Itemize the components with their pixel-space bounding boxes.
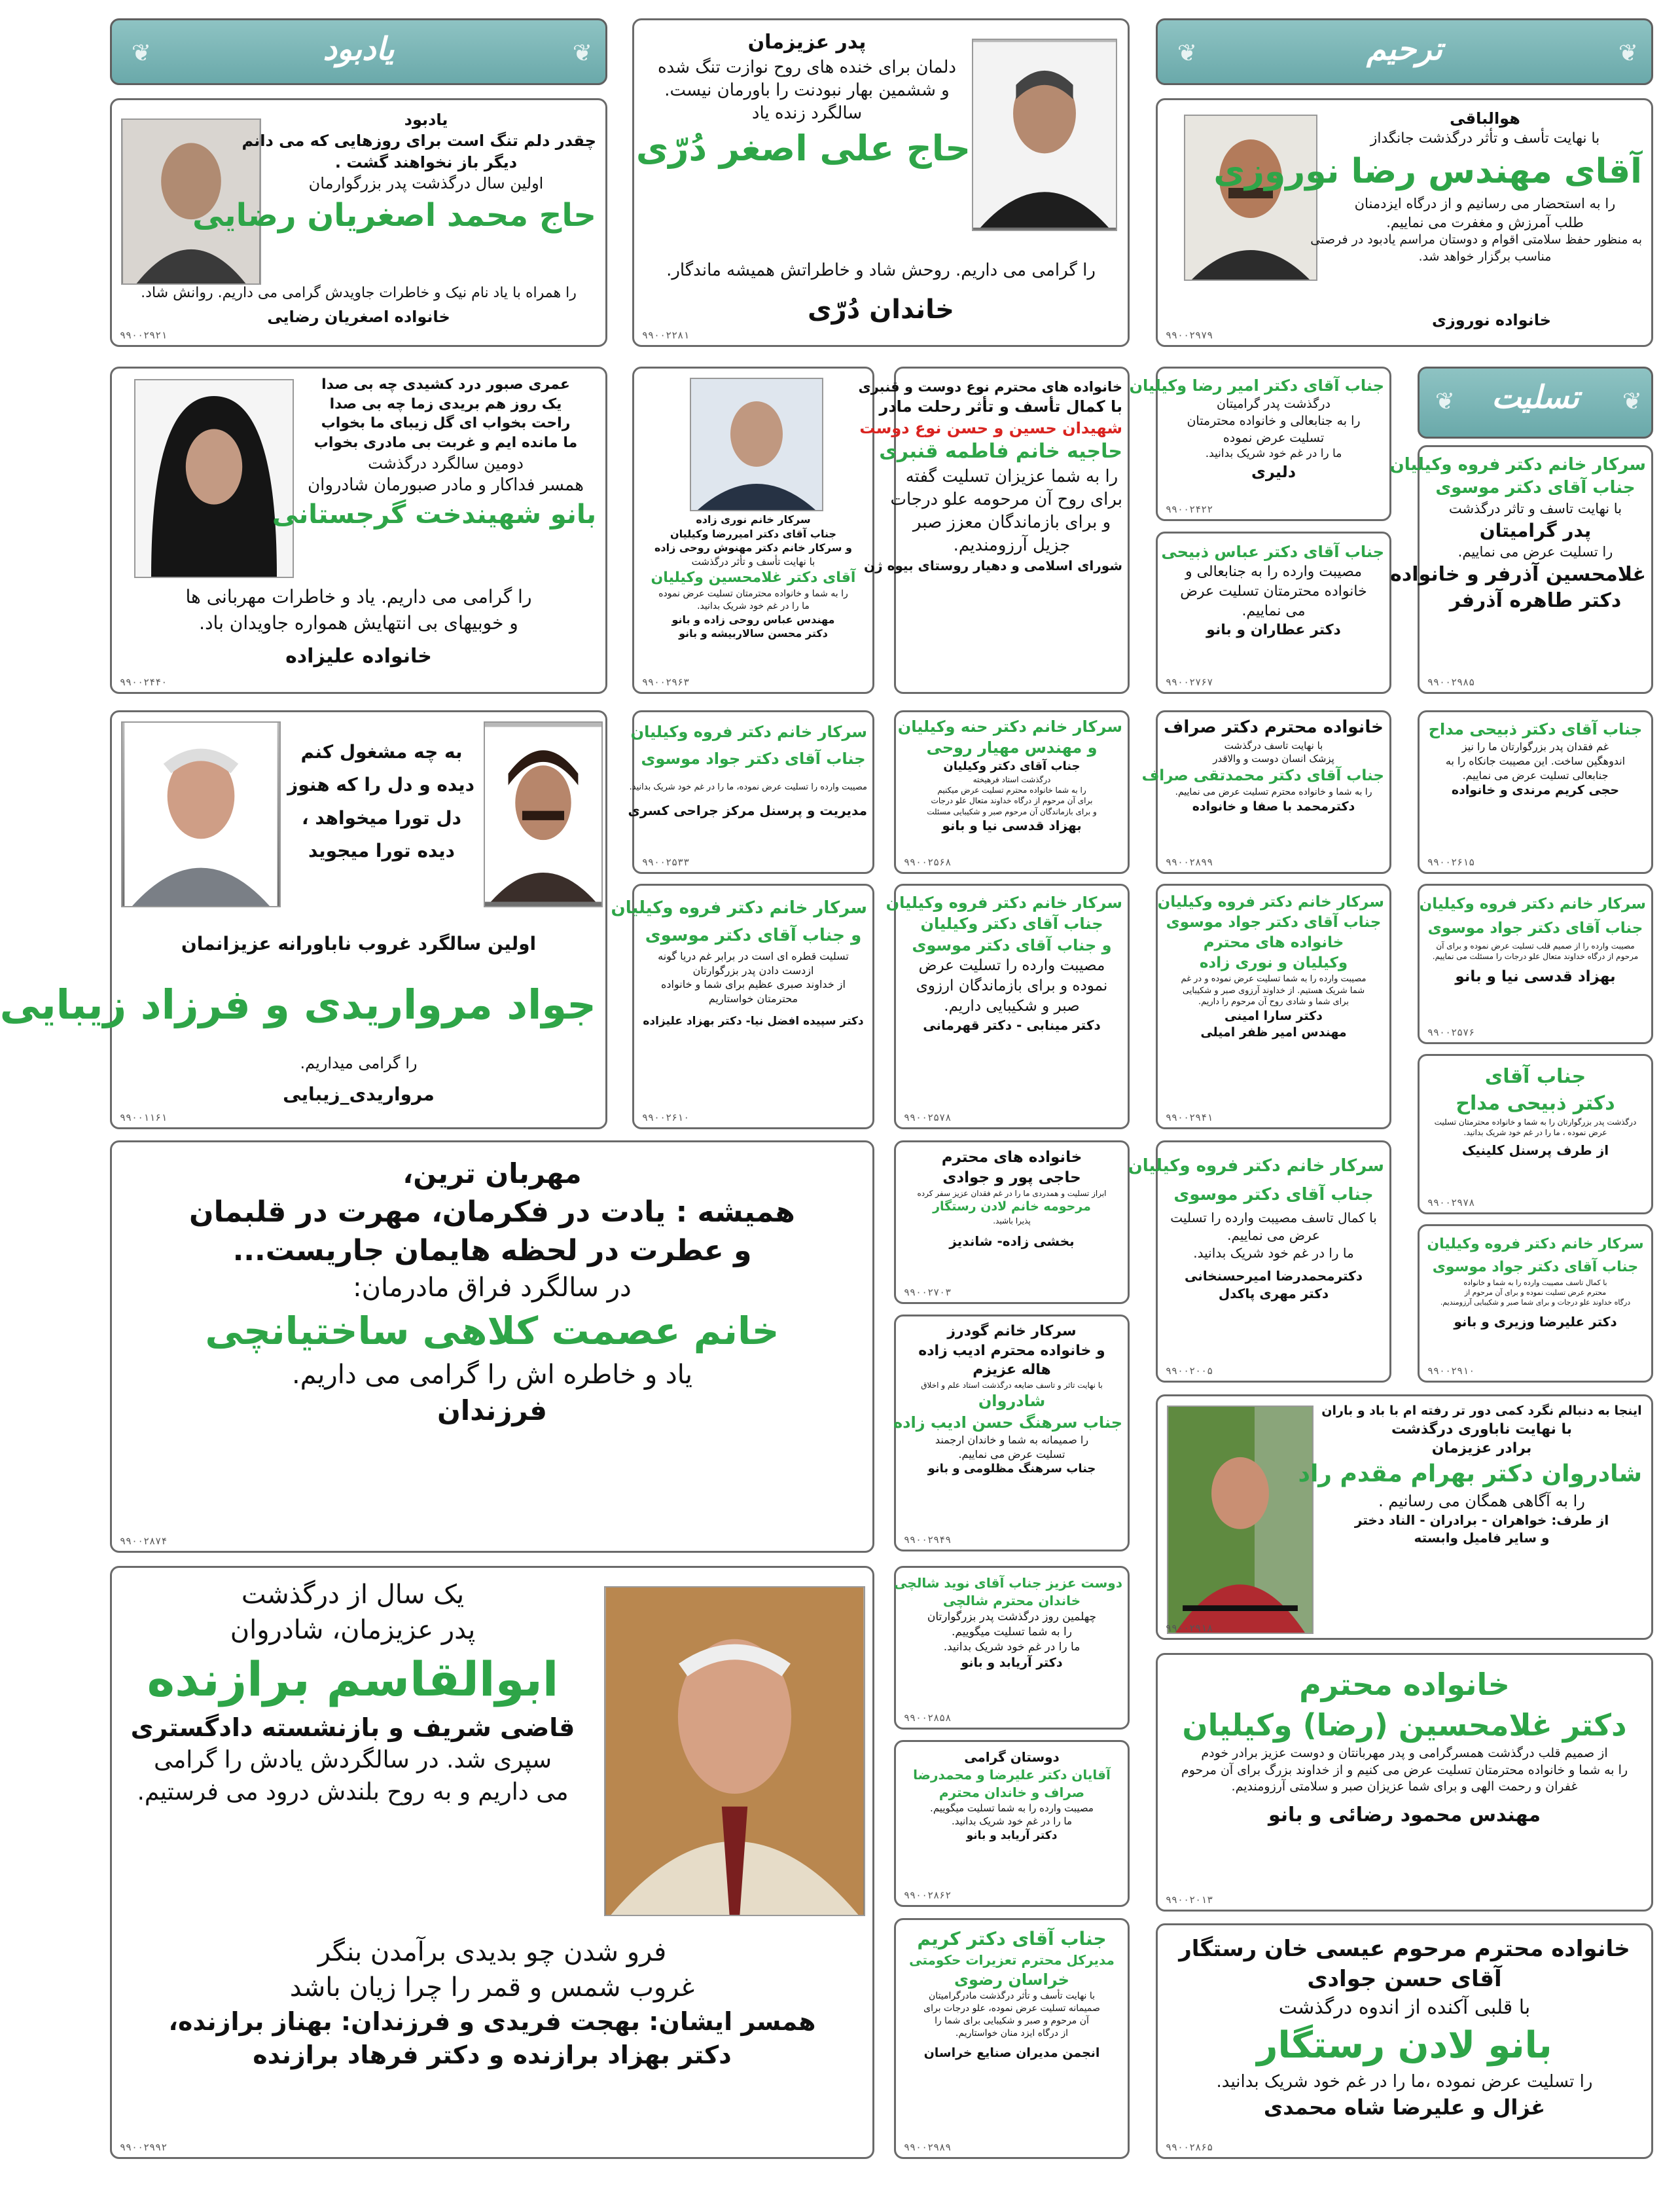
ornament-icon: ❦ [1618,40,1638,67]
ad-a19 [1418,1054,1653,1214]
subtitle: قاضی شریف و بازنشسته دادگستری [130,1713,575,1743]
text-line: آن مرحوم و صبر و شکیبایی برای شما را [935,2015,1089,2026]
subtitle: اولین سالگرد غروب ناباورانه عزیزانمان [181,933,537,954]
text-line: نموده و برای بازماندگان ارزوی [916,977,1108,995]
title: و خانواده محترم ادیب زاده [918,1342,1105,1359]
text-line: به چه مشغول کنم [300,741,463,763]
ad-a16 [885,884,1130,1129]
signature: مدیریت و پرسنل مرکز جراحی کسری [628,803,867,819]
text-line: با نهایت تأسف و تأثر درگذشت جانگداز [1370,130,1600,147]
text-line: پزشک انسان دوست و والاقدر [1213,753,1334,765]
ad-code: ۹۹۰۰۲۹۴۱ [1166,1112,1213,1123]
signature: جناب سرهنگ مظلومی و بانو [927,1462,1096,1476]
addressee-name: دوست عزیز جناب آقای نوید شالچی [894,1575,1122,1591]
signature: دکتر مینابی - دکتر قهرمانی [923,1017,1101,1034]
text-line: دیگر باز نخواهند گشت . [334,153,518,172]
addressee-name: سرکار خانم دکتر فروه وکیلیان [1427,1236,1644,1252]
text-line: چهلمین روز درگذشت پدر بزرگوارتان [927,1610,1097,1624]
signature: بخشی زاده- شاندیز [949,1233,1075,1250]
deceased-name: ابوالقاسم برازنده [147,1652,559,1707]
ad-code: ۹۹۰۰۲۹۲۱ [120,329,168,341]
ad-a9 [1389,445,1653,694]
signature: انجمن مدیران صنایع خراسان [923,2045,1100,2060]
message-text: مصیبت وارده را تسلیت عرض نموده، ما را در غم خود شریک بدانید. [629,782,867,792]
text-line: خانواده محترمتان تسلیت عرض [1180,583,1367,600]
addressee-name: سرکار خانم دکتر حنه وکیلیان [897,717,1122,736]
signature: خانواده علیزاده [285,645,432,668]
title: هاله عزیزم [973,1362,1051,1379]
ad-a23 [1418,1224,1653,1383]
photo [134,379,294,578]
addressee-name: جناب آقای دکتر امیر رضا وکیلیان [1129,376,1384,395]
deceased-name: حاجیه خانم فاطمه قنبری [879,440,1122,463]
ad-a27 [894,1566,1130,1730]
text-line: یک روز هم بریدی زما چه بی صدا [329,395,562,412]
text-line: تسلیت قطره ای است در برابر غم دریا گونه [658,950,849,963]
text-line: عرض می نماییم. [1227,1227,1320,1244]
addressee-name: وکیلیان و نوری زاده [1199,954,1348,972]
text-line: با نهایت ناباوری درگذشت [1391,1421,1573,1438]
title: خانواده محترم دکتر صراف [1164,717,1384,737]
ad-code: ۹۹۰۰۲۹۶۳ [642,676,690,688]
message-text: را گرامی می داریم. روحش شاد و خاطراتش همیشه ماندگار. [666,261,1096,280]
text-line: سالگرد زنده یاد [751,103,863,123]
ad-a2 [632,18,1130,347]
addressee-name: جناب آقای دکتر جواد موسوی [1432,1259,1639,1276]
addressee-name: مدیرکل محترم تعزیرات حکومتی [909,1951,1115,1968]
message-text: را به شما و خانواده محترم تسلیت عرض می نماییم. [1175,786,1372,797]
signature: فرزندان [437,1394,548,1426]
ad-a4 [110,367,607,694]
text-line: اینجا به دنبالم نگرد کمی دور تر رفته ام با باد و باران [1321,1404,1642,1418]
text-line: با قلبی آکنده از اندوه درگذشت [1278,1995,1531,2019]
text-line: دل تورا میخواهد ، [301,807,461,829]
text-line: عرض نموده ، ما را در غم خود شریک بدانید. [1463,1128,1607,1138]
poem-line: فرو شدن چو بدیدی برآمدن بنگر [317,1937,667,1967]
ornament-icon: ❦ [131,40,151,67]
text-line: غم فقدان پدر بزرگوارتان ما را نیز [1461,740,1609,753]
ad-code: ۹۹۰۰۲۴۲۲ [1166,503,1213,515]
signature: دلیری [1251,463,1296,482]
text-line: ما را در غم خود شریک بدانید. [1205,447,1342,461]
highlight-text: شهیدان حسین و حسن نوع دوست [859,418,1122,437]
ad-code: ۹۹۰۰۲۹۸۹ [904,2141,952,2153]
signature: مهندس محمود رضائی و بانو [1268,1804,1541,1827]
text-line: مصیبت وارده را به جنابعالی و [1185,564,1363,581]
title: حاجی پور و جوادی [942,1169,1081,1187]
text-line: هوالباقی [1450,109,1520,128]
text-line: دیده تورا میجوید [308,840,456,862]
text-line: را به شما و خانواده محترمتان تسلیت عرض نموده [658,588,848,599]
text-line: راحت بخواب ای گل زیبای ما بخواب [321,415,571,432]
ad-a30 [894,1918,1130,2159]
ad-code: ۹۹۰۰۲۸۹۹ [1166,856,1213,868]
ad-a15 [611,884,874,1129]
subtitle: در سالگرد فراق مادرمان: [353,1273,632,1303]
addressee-name: جناب آقای [1484,1065,1586,1088]
signature: بهزاد قدسی نیا و بانو [942,817,1082,833]
text-line: مرحوم از درگاه خداوند متعال علو درجات را مسئلت می نماییم. [1432,951,1639,961]
text-line: محترمتان خواستاریم [708,992,798,1005]
ad-code: ۹۹۰۰۱۱۶۱ [120,1112,168,1123]
text-line: می داریم و به روح بلندش درود می فرستیم. [137,1779,569,1806]
banner-title: یادبود [323,31,395,67]
title: دوستان گرامی [964,1749,1060,1765]
signature: حجی کریم مرندی و خانواده [1451,783,1620,798]
ad-code: ۹۹۰۰۲۵۷۸ [904,1112,952,1123]
signature: دکتر آریابد و بانو [961,1655,1063,1670]
text-line: شما شریک هستیم. از خداوند آرزوی صبر و شکیبایی [1182,985,1365,996]
text-line: صمیمانه تسلیت عرض نموده، علو درجات برای [923,2003,1100,2014]
text-line: مصیبت وارده را از صمیم قلب تسلیت عرض نموده و برای آن [1436,941,1635,951]
addressee-name: خراسان رضوی [954,1970,1069,1989]
banner-yadbood [110,18,607,85]
ad-code: ۹۹۰۰۲۶۱۵ [1427,856,1475,868]
ad-a1 [110,98,607,347]
deceased-name: حاج محمد اصغریان رضایی [192,196,596,234]
ornament-icon: ❦ [1435,388,1455,415]
text-line: را به شما و خانواده محترمتان تسلیت عرض می کنیم و از خداوند بزرگ برای آن مرحوم [1181,1762,1628,1777]
title: پدر عزیزمان [747,31,867,54]
ad-a5 [632,367,874,694]
text-line: جنابعالی تسلیت عرض می نماییم. [1462,769,1609,782]
ad-a31 [1156,1923,1653,2159]
photo [690,378,823,511]
signature: غزال و علیرضا شاه محمدی [1263,2094,1546,2120]
ad-code: ۹۹۰۰۲۸۷۴ [120,1535,168,1547]
text-line: یک سال از درگذشت [241,1580,465,1610]
addressee-name: جناب آقای دکتر جواد موسوی [641,749,866,768]
text-line: ازدست دادن پدر بزرگوارتان [692,964,814,977]
text-line: چقدر دلم تنگ است برای روزهایی که می دانم [241,132,596,151]
text-line: و برای بازماندگان معزز صبر [912,512,1111,532]
text-line: دلمان برای خنده های روح نوازت تنگ شده [658,57,956,77]
text-line: طلب آمرزش و مغفرت می نماییم. [1386,214,1584,230]
signature: دکترمحمدرضا امیرحسنخانی [1184,1268,1363,1284]
text-line: اولین سال درگذشت پدر بزرگوارمان [308,174,544,193]
deceased-name: شادروان دکتر بهرام مقدم راد [1298,1460,1642,1488]
text-line: از درگاه ایزد منان خواستاریم. [955,2027,1069,2039]
addressee-name: جناب آقای دکتر عباس ذبیحی [1161,543,1384,561]
addressee-name: سرکار خانم دکتر فروه وکیلیان [1389,455,1646,475]
deceased-name: جواد مرواریدی و فرزاد زیبایی [0,981,596,1028]
text-line: درگذشت استاد فرهیخته [973,775,1051,785]
text-line: یادبود [404,111,448,129]
signature: خاندان دُرّی [808,295,954,325]
ad-code: ۹۹۰۰۲۵۳۳ [642,856,690,868]
ad-code: ۹۹۰۰۲۸۶۲ [904,1889,952,1901]
signature: دکتر مهری پاکدل [1218,1286,1329,1302]
addressee-name: سرکار خانم دکتر فروه وکیلیان [1157,894,1384,911]
text-line: با نهایت تأسف و تأثر درگذشت مادرگرامیتان [928,1991,1096,2002]
ad-code: ۹۹۰۰۲۰۱۳ [1166,1894,1213,1906]
text-line: و ششمین بهار نبودنت را باورمان نیست. [664,80,950,100]
title: خانواده های محترم [941,1149,1082,1166]
text-line: درگاه خداوند علو درجات و برای شما صبر و شکیبایی آرزومندیم. [1440,1298,1631,1307]
ad-a11 [628,710,874,874]
text-line: سپری شد. در سالگردش یادش را گرامی [153,1747,552,1774]
text-line: اندوهگین ساخت. این مصیبت جانکاه را به [1445,754,1626,767]
banner-tarhim [1156,18,1653,85]
photo [121,721,281,907]
signature: از طرف پرسنل کلینیک [1461,1142,1609,1159]
text-line: همیشه : یادت در فکرمان، مهرت در قلبمان [189,1195,795,1229]
photo [1184,115,1317,281]
text-line: دیده و دل را که هنوز [287,774,474,796]
ad-code: ۹۹۰۰۲۹۹۲ [120,2141,168,2153]
text-line: درگذشت پدر گرامیتان [1217,397,1331,412]
text-line: دومین سالگرد درگذشت [368,454,524,473]
text-line: محترم عرض تسلیت نموده و برای آن مرحوم از [1464,1288,1607,1297]
text-line: با کمال تاسف مصیبت وارده را تسلیت [1170,1210,1377,1226]
text-line: را به استحضار می رسانیم و از درگاه ایزدمنان [1354,196,1616,212]
ad-code: ۹۹۰۰۲۹۴۹ [904,1534,952,1546]
text-line: مصیبت وارده را به شما تسلیت عرض نموده و در غم [1181,974,1367,985]
ad-code: ۹۹۰۰۲۰۰۵ [1166,1365,1213,1377]
text-line: عمری صبور درد کشیدی چه بی صدا [321,376,570,393]
deceased-name: بانو شهیندخت گرجستانی [272,499,596,530]
text-line: خانواده های محترم نوع دوست و قنبری [858,379,1122,395]
ad-code: ۹۹۰۰۲۹۸۵ [1427,676,1475,688]
text-line: سرکار خانم نوری زاده [696,513,811,526]
signature: مهندس امیر ظفر امیلی [1200,1025,1347,1040]
signature: از طرف: خواهران - برادران - الناد دختر [1354,1512,1609,1528]
message-text: یاد و خاطره اش را گرامی می داریم. [291,1359,693,1390]
addressee-name: صراف و خاندان محترم [938,1785,1085,1800]
photo [484,721,603,907]
deceased-name: جناب آقای دکتر محمدتقی صراف [1141,767,1384,784]
ad-code: ۹۹۰۰۲۷۶۷ [1166,676,1213,688]
ad-a3 [1156,98,1653,347]
text-line: تسلیت عرض می نماییم. [958,1447,1065,1460]
text-line: همسر فداکار و مادر صبورمان شادروان [308,475,584,496]
ad-code: ۹۹۰۰۲۵۷۶ [1427,1026,1475,1038]
addressee-name: دکتر ذبیحی مداح [1456,1091,1615,1115]
text-line: را تسلیت عرض می نماییم. [1457,544,1613,560]
photo [1167,1406,1314,1634]
deceased-name: خانم عصمت کلاهی ساختیانچی [205,1309,779,1354]
deceased-name: حاج علی اصغر دُرّی [635,127,971,169]
text-line: درگذشت پدر بزرگوارتان را به شما و خانواده محترمتان تسلیت [1434,1117,1637,1127]
addressee-name: خاندان محترم شالچی [942,1593,1081,1608]
signature: خانواده نوروزی [1431,311,1552,329]
ad-code: ۹۹۰۰۲۸۵۸ [904,1712,952,1724]
ad-a26 [110,1566,874,2159]
ornament-icon: ❦ [1177,40,1197,67]
text-line: مناسب برگزار خواهد شد. [1418,249,1552,264]
ad-a28 [1156,1653,1653,1912]
ornament-icon: ❦ [1622,388,1642,415]
ad-code: ۹۹۰۰۲۸۶۵ [1166,2141,1213,2153]
signature: دکتر علیرضا وزیری و بانو [1454,1313,1617,1330]
ad-code: ۹۹۰۰۲۹۱۰ [1427,1365,1475,1377]
text-line: جزیل آرزومندیم. [953,535,1071,555]
addressee-name: و مهندس مهیار روحی [926,738,1098,757]
addressee-name: و جناب آقای دکتر موسوی [645,925,862,945]
text-line: با کمال تاسف مصیبت وارده را به شما و خانواده [1463,1279,1607,1288]
signature: شورای اسلامی و دهیار روستای بیوه ژن [864,558,1122,573]
banner-title: ترحیم [1367,31,1442,67]
text-line: و برای بازماندگان آن مرحوم صبر و شکیبایی مسئلت [927,807,1097,816]
text-line: صبر و شکیبایی داریم. [944,998,1080,1015]
addressee-name: جناب آقای دکتر جواد موسوی [1427,919,1643,937]
ad-a17 [1156,884,1391,1129]
signature: مهندس عباس روحی زاده و بانو [671,613,835,626]
text-line: ما را در غم خود شریک بدانید. [1193,1245,1354,1261]
addressee-name: جناب آقای دکتر موسوی [1173,1185,1374,1205]
text-line: مصیبت وارده را تسلیت عرض [918,957,1105,975]
addressee-name: جناب آقای دکتر کریم [917,1928,1107,1950]
ad-code: ۹۹۰۰۲۹۷۸ [1427,1197,1475,1208]
message-text: را به آگاهی همگان می رسانیم . [1378,1491,1585,1510]
text-line: برادر عزیزمان [1431,1440,1532,1457]
text-line: به منظور حفظ سلامتی اقوام و دوستان مراسم یادبود در فرصتی [1310,232,1642,247]
text-line: جناب آقای دکتر امیررضا وکیلیان [670,527,837,540]
message-text: ابراز تسلیت و همدردی ما را در غم فقدان عزیز سفر کرده [917,1189,1107,1199]
ad-code: ۹۹۰۰۲۹۱۸ [1166,1622,1213,1634]
signature: همسر ایشان: بهجت فریدی و فرزندان: بهناز برازنده، [168,2007,816,2036]
ad-a8 [1156,532,1391,694]
addressee-name: سرکار خانم دکتر فروه وکیلیان [1128,1156,1384,1176]
text-line: و سرکار خانم دکتر مهنوش روحی زاده [654,541,852,554]
addressee-name: سرکار خانم دکتر فروه وکیلیان [1419,896,1646,913]
addressee-name: سرکار خانم دکتر فروه وکیلیان [611,898,867,918]
text-line: با نهایت تاسف و تاثر درگذشت [1448,501,1622,517]
text-line: را صمیمانه به شما و خاندان ارجمند [935,1434,1089,1447]
ad-a12 [894,710,1130,874]
text-line: با نهایت تاسف درگذشت [1224,740,1323,752]
deceased-name: شادروان [978,1392,1046,1411]
text-line: مصیبت وارده را به شما تسلیت میگوییم. [930,1802,1094,1814]
text-line: ما را در غم خود شریک بدانید. [697,600,810,611]
text-line: برای شما و شادی روح آن مرحوم را داریم. [1198,997,1349,1007]
text-line: تسلیت عرض نموده [1223,430,1325,445]
ad-a10 [0,710,607,1129]
addressee-name: و جناب آقای دکتر موسوی [912,935,1112,954]
deceased-name: آقای دکتر غلامحسین وکیلیان [651,570,856,587]
ad-a25 [1156,1394,1653,1640]
deceased-name: آقای مهندس رضا نوروزی [1213,152,1642,192]
text-line: جناب آقای دکتر وکیلیان [943,759,1081,773]
addressee-name: سرکار خانم دکتر فروه وکیلیان [630,723,867,741]
text-line: و عطرت در لحظه هایمان جاریست... [232,1234,752,1268]
signature: دکتر عطاران و بانو [1206,622,1341,639]
text-line: مهربان ترین، [402,1157,582,1189]
title: دکتر غلامحسین (رضا) وکیلیان [1182,1707,1627,1743]
signature: مرواریدی_زیبایی [283,1083,435,1105]
addressee-name: آقایان دکتر علیرضا و محمدرضا [913,1767,1111,1783]
ad-a14 [1418,710,1653,874]
text-line: با کمال تأسف و تأثر رحلت مادر [879,397,1122,416]
ad-a6 [858,367,1130,694]
ad-a29 [894,1740,1130,1907]
ad-code: ۹۹۰۰۲۷۰۳ [904,1286,952,1298]
photo [972,39,1117,231]
text-line: می نماییم. [1242,602,1306,619]
deceased-name: مرحومه خانم لادن رستگار [933,1199,1091,1214]
banner-tasliat [1418,367,1653,439]
ad-code: ۹۹۰۰۲۶۱۰ [642,1112,690,1123]
text-line: آقای حسن جوادی [1307,1965,1502,1992]
text-line: با نهایت تاثر و تاسف ضایعه درگذشت استاد علم و اخلاق [921,1381,1103,1390]
addressee-name: خانواده های محترم [1203,934,1344,952]
text-line: را به جنابعالی و خانواده محترمتان [1187,414,1361,429]
banner-title: تسلیت [1492,379,1579,416]
text-line: برای روح آن مرحومه علو درجات [890,489,1122,509]
text-line: را به شما عزیزان تسلیت گفته [905,466,1118,486]
addressee-name: جناب آقای دکتر موسوی [1435,478,1635,498]
text-line: پدر عزیزمان، شادروان [230,1615,476,1645]
text-line: و خوبیهای بی انتهایش همواره جاویدان باد. [199,612,518,634]
signature: دکتر سارا امینی [1224,1008,1323,1023]
ad-a18 [1418,884,1653,1044]
signature: دکتر سپیده افضل نیا- دکتر بهزاد علیزاده [643,1014,864,1028]
signature: دکترمحمد با صفا و خانواده [1192,799,1355,814]
signature: دکتر طاهره آذرفر [1449,589,1622,613]
ad-a7 [1129,367,1391,521]
ad-a13 [1141,710,1391,874]
ad-code: ۹۹۰۰۲۲۸۱ [642,329,690,341]
poem-line: غروب شمس و قمر را چرا زیان باشد [289,1972,695,2003]
photo [604,1586,865,1916]
text-line: پدر گرامیتان [1479,519,1592,541]
signature: بهزاد قدسی نیا و بانو [1455,968,1616,985]
addressee-name: سرکار خانم دکتر فروه وکیلیان [885,894,1122,912]
ad-a21 [894,1140,1130,1304]
text-line: با نهایت تأسف و تأثر درگذشت [691,555,815,568]
signature: غلامحسین آذرفر و خانواده [1390,562,1646,586]
text-line: ما مانده ایم و غربت بی مادری بخواب [313,435,578,452]
text-line: برای آن مرحوم از درگاه خداوند متعال علو درجات [931,796,1093,806]
signature: خانواده اصغریان رضایی [267,308,450,326]
ad-a22 [1128,1140,1391,1383]
ad-code: ۹۹۰۰۲۹۷۹ [1166,329,1213,341]
addressee-name: جناب آقای دکتر جواد موسوی [1166,914,1382,932]
text-line: خانواده محترم مرحوم عیسی خان رستگار [1179,1936,1630,1962]
addressee-name: جناب آقای دکتر ذبیحی مداح [1428,720,1643,738]
signature: دکتر محسن سالاربیشه و بانو [679,627,828,640]
ad-code: ۹۹۰۰۲۴۴۰ [120,676,168,688]
ornament-icon: ❦ [572,40,592,67]
text-line: از صمیم قلب درگذشت همسرگرامی و پدر مهربانتان و دوست عزیز برادر خودم [1201,1746,1608,1761]
ad-a20 [110,1140,874,1553]
ad-code: ۹۹۰۰۲۵۶۸ [904,856,952,868]
text-line: را به شما خانواده محترم تسلیت عرض میکنیم [937,786,1086,795]
addressee-name: جناب آقای دکتر وکیلیان [920,915,1103,934]
message-text: را تسلیت عرض نموده ،ما را در غم خود شریک بدانید. [1216,2071,1593,2092]
ad-a24 [894,1315,1130,1551]
text-line: ما را در غم خود شریک بدانید. [943,1640,1081,1654]
text-line: ما را در غم خود شریک بدانید. [951,1815,1073,1828]
deceased-name: بانو لادن رستگار [1257,2024,1552,2067]
signature: و سایر فامیل وابسته [1414,1530,1550,1546]
message-text: را گرامی میداریم. [300,1054,418,1072]
signature: دکتر بهزاد برازنده و دکتر فرهاد برازنده [253,2041,732,2070]
text-line: را گرامی می داریم. یاد و خاطرات مهربانی ها [185,586,532,608]
message-text: پذیرا باشید. [993,1216,1031,1225]
title: سرکار خانم گودرز [947,1323,1077,1339]
text-line: از خداوند صبری عظیم برای شما و خانواده [661,978,846,991]
title: خانواده محترم [1299,1667,1510,1702]
text-line: را به شما تسلیت میگوییم. [952,1625,1072,1639]
signature: دکتر آریابد و بانو [966,1828,1058,1842]
message-text: را همراه با یاد نام نیک و خاطرات جاویدش گرامی می داریم. روانش شاد. [141,285,577,301]
text-line: غفران و رحمت الهی و برای شما عزیزان صبر و سلامتی آرزومندیم. [1231,1779,1578,1794]
deceased-name: جناب سرهنگ حسن ادیب زاده [893,1413,1122,1432]
